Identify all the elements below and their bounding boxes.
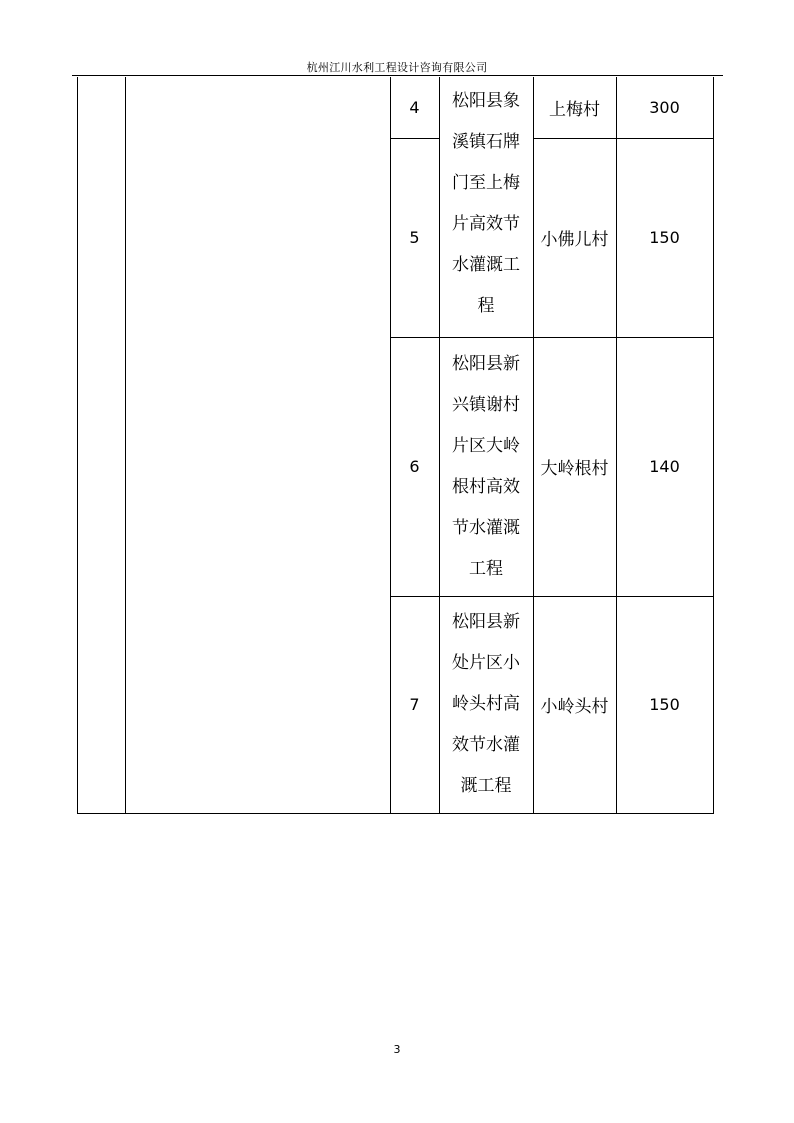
project-name [439, 81, 533, 333]
page-number: 3 [393, 1043, 401, 1056]
project-name-line: 溪镇石牌 [452, 132, 520, 152]
project-name-line: 根村高效 [452, 476, 520, 497]
project-table [77, 77, 714, 814]
project-name-line: 松阳县新 [452, 353, 520, 374]
project-name-line: 效节水灌 [452, 735, 520, 755]
project-name-line: 处片区小 [452, 653, 520, 673]
project-name-line: 岭头村高 [452, 694, 520, 714]
project-name-line: 水灌溉工 [452, 255, 520, 275]
village-name: 上梅村 [549, 100, 600, 120]
row-number: 6 [409, 457, 420, 476]
table-border-right [713, 77, 714, 814]
project-name [439, 337, 533, 596]
table-col-divider [125, 77, 126, 814]
village-name: 大岭根村 [540, 459, 609, 479]
project-name-line: 片高效节 [452, 214, 520, 234]
project-name-line: 兴镇谢村 [452, 394, 520, 415]
village-name: 小佛儿村 [540, 230, 609, 250]
table-border-left [77, 77, 78, 814]
value-cell: 150 [649, 695, 680, 714]
table-border-bottom [77, 813, 714, 814]
header-rule [72, 75, 723, 76]
project-name-line: 节水灌溉 [452, 517, 520, 538]
project-name-line: 溉工程 [460, 776, 512, 796]
project-name-line: 程 [477, 296, 495, 316]
company-header: 杭州江川水利工程设计咨询有限公司 [306, 61, 488, 74]
project-name-line: 门至上梅 [452, 173, 520, 193]
value-cell: 300 [649, 98, 680, 117]
row-number: 5 [409, 228, 420, 247]
value-cell: 140 [649, 457, 680, 476]
row-number: 7 [409, 695, 420, 714]
project-name-line: 工程 [469, 558, 503, 579]
village-name: 小岭头村 [540, 697, 609, 717]
project-name-line: 松阳县象 [452, 91, 520, 111]
project-name-line: 片区大岭 [452, 435, 520, 456]
value-cell: 150 [649, 228, 680, 247]
row-number: 4 [409, 98, 420, 117]
project-name [439, 596, 533, 813]
project-name-line: 松阳县新 [452, 612, 520, 632]
